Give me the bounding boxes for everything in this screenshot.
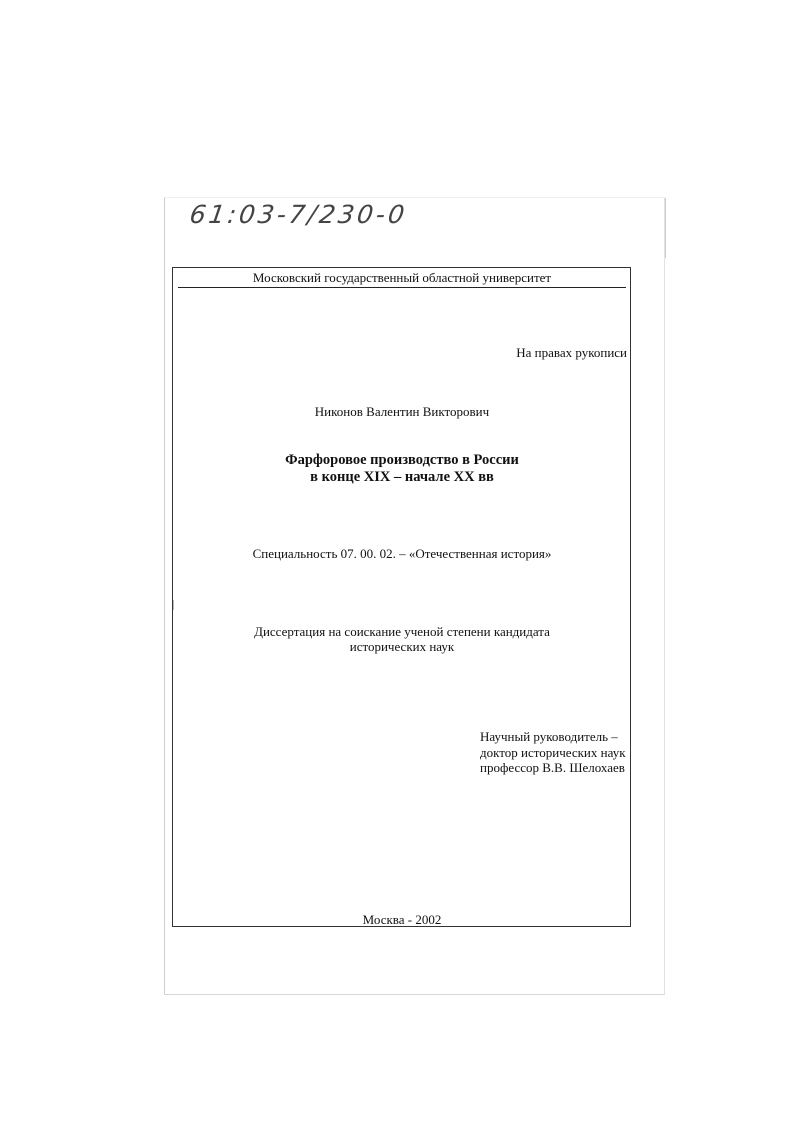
supervisor-line-2: доктор исторических наук: [480, 744, 626, 760]
degree-line-2: исторических наук: [349, 639, 455, 654]
title-line-2: в конце XIX – начале XX вв: [310, 469, 494, 485]
university-name: Московский государственный областной университет: [178, 270, 626, 288]
degree-statement: [178, 624, 626, 654]
dissertation-title: [178, 452, 626, 486]
supervisor-block: [420, 729, 627, 776]
title-line-1: Фарфоровое производство в России: [285, 452, 519, 468]
degree-line-1: Диссертация на соискание ученой степени кандидата: [254, 624, 550, 639]
archive-number: 61:03-7/230-0: [187, 200, 410, 229]
title-page-frame: [172, 267, 631, 927]
rights-notice: На правах рукописи: [516, 345, 627, 360]
author-name: Никонов Валентин Викторович: [314, 404, 490, 419]
supervisor-line-3: профессор В.В. Шелохаев: [480, 760, 625, 775]
specialty: Специальность 07. 00. 02. – «Отечественная история»: [252, 546, 552, 561]
supervisor-line-1: Научный руководитель –: [480, 729, 618, 744]
city-year: Москва - 2002: [362, 912, 442, 927]
